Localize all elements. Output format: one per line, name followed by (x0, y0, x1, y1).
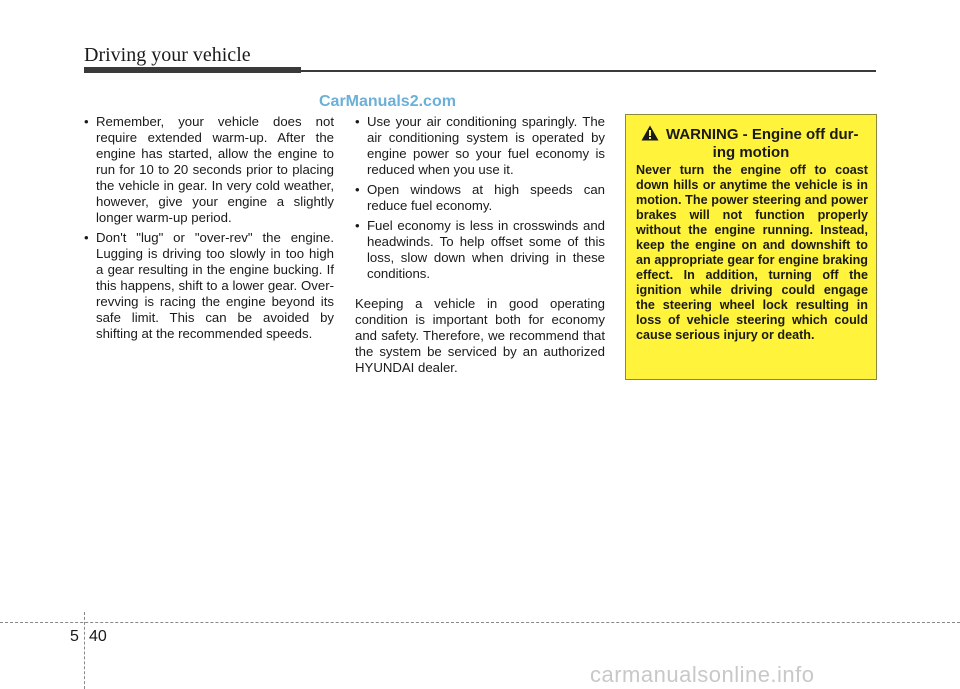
page-header-title: Driving your vehicle (84, 44, 251, 66)
page-number: 40 (89, 628, 107, 645)
bullet-open-windows: • Open windows at high speeds can reduce fuel economy. (355, 182, 605, 214)
bullet-lug-over-rev: • Don't "lug" or "over-rev" the engine. Lugging is driving too slowly in too high a gear resulting in the engine bucking. If this happens, shift to a lower gear. Over-revving is racing the engine beyond its safe limit. This can be avoided by shifting at the recommended speeds. (84, 230, 334, 342)
left-column (84, 114, 334, 346)
warning-header (626, 115, 876, 159)
maintenance-paragraph: Keeping a vehicle in good operating condition is important both for economy and safety. Therefore, we recommend that the system be serviced by an authorized HYUNDAI dealer. (355, 296, 605, 375)
warning-subtitle: ing motion (712, 144, 790, 161)
header-rule-thick (84, 67, 301, 73)
warning-body: Never turn the engine off to coast down hills or anytime the vehicle is in motion. The power steering and power brakes will not function properly without the engine running. Instead, keep the engine on and downshift to an appropriate gear for engine braking effect. In addition, turning off the ignition while driving could engage the steering wheel lock resulting in loss of vehicle steering which could cause serious injury or death. (636, 163, 868, 342)
bullet-crosswinds: • Fuel economy is less in crosswinds and headwinds. To help offset some of this loss, slow down when driving in these conditions. (355, 218, 605, 282)
bullet-warm-up: • Remember, your vehicle does not require extended warm-up. After the engine has started, allow the engine to run for 10 to 20 seconds prior to placing the vehicle in gear. In very cold weather, however, give your engine a slightly longer warm-up period. (84, 114, 334, 226)
warning-triangle-icon (641, 125, 659, 141)
bullet-air-conditioning: • Use your air conditioning sparingly. The air conditioning system is operated by engine power so your fuel economy is reduced when you use it. (355, 114, 605, 178)
watermark-bottom: carmanualsonline.info (590, 662, 815, 687)
warning-title: WARNING - Engine off dur- (666, 126, 859, 143)
header-rule-thin (301, 70, 876, 72)
warning-box (625, 114, 877, 380)
chapter-number: 5 (70, 628, 79, 645)
middle-column (355, 114, 605, 376)
footer-rule (0, 622, 960, 623)
watermark-top: CarManuals2.com (319, 93, 456, 110)
footer-divider (84, 612, 85, 689)
